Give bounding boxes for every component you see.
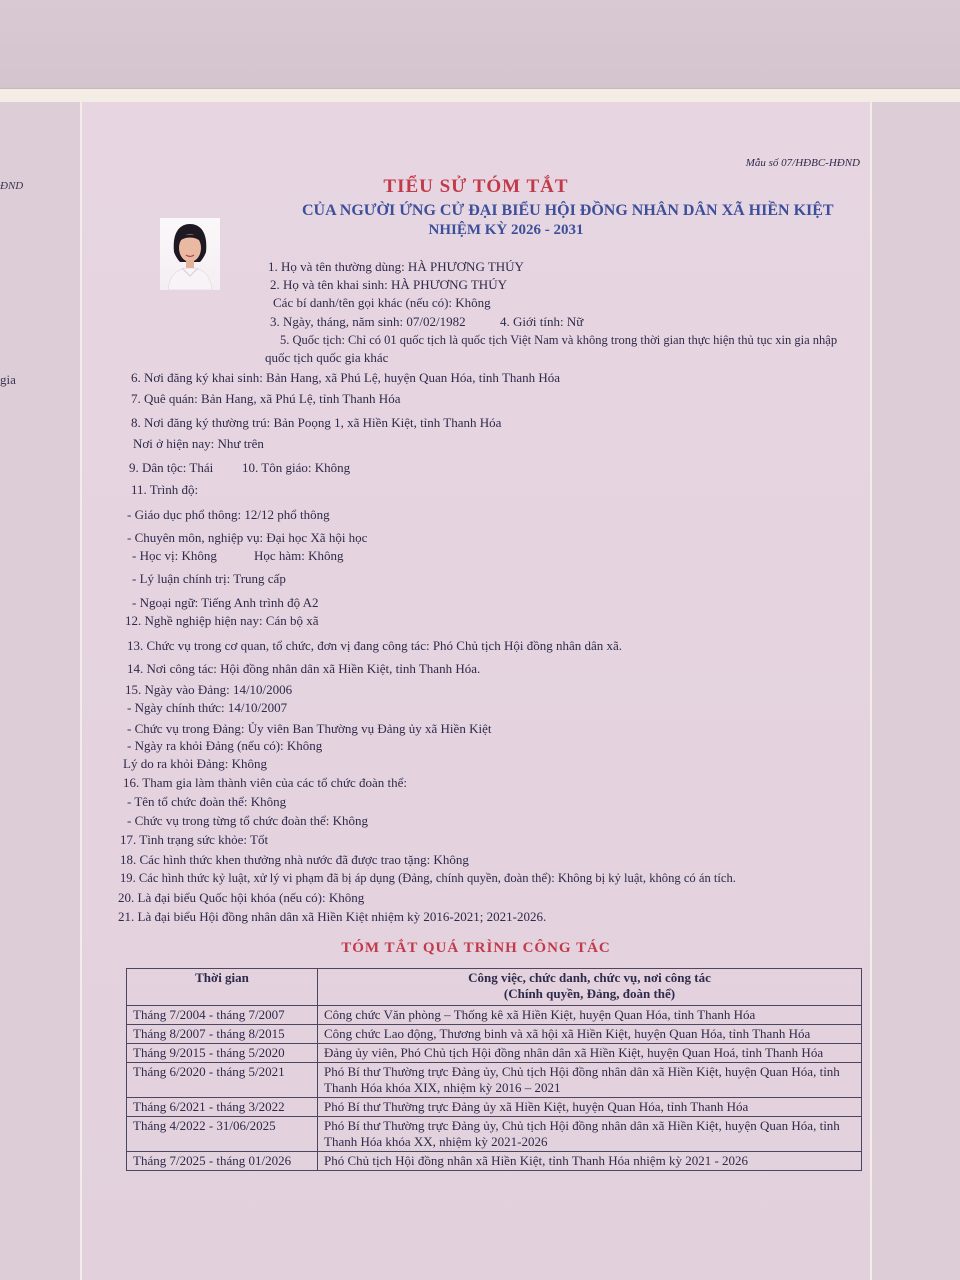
row-period: Tháng 4/2022 - 31/06/2025 (127, 1117, 318, 1152)
table-row (127, 1063, 862, 1098)
item-position: 13. Chức vụ trong cơ quan, tổ chức, đơn vị đang công tác: Phó Chủ tịch Hội đồng nhân dân xã. (127, 638, 623, 653)
header-time: Thời gian (127, 969, 318, 1006)
item-occupation: 12. Nghề nghiệp hiện nay: Cán bộ xã (125, 613, 319, 628)
row-role: Công chức Lao động, Thương binh và xã hội xã Hiền Kiệt, huyện Quan Hóa, tỉnh Thanh Hóa (318, 1025, 862, 1044)
item-current-residence: Nơi ở hiện nay: Như trên (133, 436, 264, 451)
row-period: Tháng 6/2020 - tháng 5/2021 (127, 1063, 318, 1098)
work-history-table (126, 968, 862, 1171)
adjacent-form-code: ĐND (0, 180, 24, 192)
item-aliases: Các bí danh/tên gọi khác (nếu có): Không (273, 295, 491, 310)
item-political-theory: - Lý luận chính trị: Trung cấp (132, 571, 286, 586)
item-awards: 18. Các hình thức khen thưởng nhà nước đã được trao tặng: Không (120, 852, 469, 867)
item-education-heading: 11. Trình độ: (131, 482, 199, 497)
row-period: Tháng 9/2015 - tháng 5/2020 (127, 1044, 318, 1063)
header-role-line1: Công việc, chức danh, chức vụ, nơi công tác (468, 970, 711, 985)
item-foreign-language: - Ngoại ngữ: Tiếng Anh trình độ A2 (132, 595, 319, 610)
item-health: 17. Tình trạng sức khỏe: Tốt (120, 832, 269, 847)
form-code: Mẫu số 07/HĐBC-HĐND (745, 157, 860, 169)
row-period: Tháng 7/2025 - tháng 01/2026 (127, 1152, 318, 1171)
item-organization-position: - Chức vụ trong từng tổ chức đoàn thể: Không (127, 813, 369, 828)
header-role (318, 969, 862, 1006)
item-workplace: 14. Nơi công tác: Hội đồng nhân dân xã Hiền Kiệt, tỉnh Thanh Hóa. (127, 661, 481, 676)
table-row (127, 1152, 862, 1171)
row-role: Phó Chủ tịch Hội đồng nhân xã Hiền Kiệt, tỉnh Thanh Hóa nhiệm kỳ 2021 - 2026 (318, 1152, 862, 1171)
work-history-title: TÓM TẮT QUÁ TRÌNH CÔNG TÁC (341, 940, 611, 956)
row-role: Công chức Văn phòng – Thống kê xã Hiền Kiệt, huyện Quan Hóa, tỉnh Thanh Hóa (318, 1006, 862, 1025)
item-party-position: - Chức vụ trong Đảng: Ủy viên Ban Thường vụ Đảng ủy xã Hiền Kiệt (127, 721, 492, 736)
row-role: Phó Bí thư Thường trực Đảng ủy, Chủ tịch Hội đồng nhân dân xã Hiền Kiệt, huyện Quan Hóa, tỉnh Thanh Hóa khóa XIX, nhiệm kỳ 2016 – 2021 (318, 1063, 862, 1098)
table-row (127, 1117, 862, 1152)
table-row (127, 1098, 862, 1117)
header-role-line2: (Chính quyền, Đảng, đoàn thể) (503, 986, 676, 1001)
item-ethnicity: 9. Dân tộc: Thái (129, 460, 214, 475)
item-general-education: - Giáo dục phổ thông: 12/12 phổ thông (127, 507, 330, 522)
table-row (127, 1044, 862, 1063)
item-organization-name: - Tên tổ chức đoàn thể: Không (127, 794, 287, 809)
item-permanent-residence: 8. Nơi đăng ký thường trú: Bản Poọng 1, xã Hiền Kiệt, tỉnh Thanh Hóa (131, 415, 502, 430)
portrait-photo (160, 218, 220, 290)
row-role: Đảng ủy viên, Phó Chủ tịch Hội đồng nhân dân xã Hiền Kiệt, huyện Quan Hoá, tỉnh Thanh Hóa (318, 1044, 862, 1063)
item-hometown: 7. Quê quán: Bản Hang, xã Phú Lệ, tỉnh Thanh Hóa (131, 391, 401, 406)
item-party-official-date: - Ngày chính thức: 14/10/2007 (127, 700, 288, 715)
item-religion: 10. Tôn giáo: Không (242, 460, 351, 475)
biography-sheet (82, 102, 870, 1280)
item-national-assembly: 20. Là đại biểu Quốc hội khóa (nếu có): Không (118, 890, 365, 905)
document-subtitle: CỦA NGƯỜI ỨNG CỬ ĐẠI BIỂU HỘI ĐỒNG NHÂN DÂN XÃ HIỀN KIỆT (302, 202, 834, 219)
item-party-leave-reason: Lý do ra khỏi Đảng: Không (123, 756, 268, 771)
document-title: TIỂU SỬ TÓM TẮT (383, 176, 569, 197)
item-birth-name: 2. Họ và tên khai sinh: HÀ PHƯƠNG THÚY (270, 277, 507, 292)
item-discipline: 19. Các hình thức kỷ luật, xử lý vi phạm đã bị áp dụng (Đảng, chính quyền, đoàn thể): Không bị kỷ luật, không có án tích. (120, 871, 736, 885)
wall-background (0, 0, 960, 96)
item-nationality: 5. Quốc tịch: Chỉ có 01 quốc tịch là quốc tịch Việt Nam và không trong thời gian thực hiện thủ tục xin gia nhập (280, 333, 838, 347)
row-role: Phó Bí thư Thường trực Đảng ủy, Chủ tịch Hội đồng nhân dân xã Hiền Kiệt, huyện Quan Hóa, tỉnh Thanh Hóa khóa XX, nhiệm kỳ 2021-2026 (318, 1117, 862, 1152)
item-specialization: - Chuyên môn, nghiệp vụ: Đại học Xã hội học (127, 530, 368, 545)
item-party-join-date: 15. Ngày vào Đảng: 14/10/2006 (125, 682, 293, 697)
table-row (127, 1006, 862, 1025)
adjacent-poster-right (870, 102, 960, 1280)
item-birth-registration: 6. Nơi đăng ký khai sinh: Bản Hang, xã Phú Lệ, huyện Quan Hóa, tỉnh Thanh Hóa (131, 370, 561, 385)
item-common-name: 1. Họ và tên thường dùng: HÀ PHƯƠNG THÚY (268, 259, 524, 274)
item-organizations: 16. Tham gia làm thành viên của các tổ chức đoàn thể: (123, 775, 408, 790)
row-period: Tháng 7/2004 - tháng 7/2007 (127, 1006, 318, 1025)
item-nationality-cont: quốc tịch quốc gia khác (265, 350, 389, 365)
document-term: NHIỆM KỲ 2026 - 2031 (428, 222, 584, 238)
row-period: Tháng 6/2021 - tháng 3/2022 (127, 1098, 318, 1117)
item-party-leave-date: - Ngày ra khỏi Đảng (nếu có): Không (127, 738, 323, 753)
table-header-row (127, 969, 862, 1006)
item-birth-date: 3. Ngày, tháng, năm sinh: 07/02/1982 (270, 314, 466, 329)
item-academic-degree: - Học vị: Không (132, 548, 217, 563)
item-council-member: 21. Là đại biểu Hội đồng nhân dân xã Hiền Kiệt nhiệm kỳ 2016-2021; 2021-2026. (118, 909, 547, 924)
row-role: Phó Bí thư Thường trực Đảng ủy xã Hiền Kiệt, huyện Quan Hóa, tỉnh Thanh Hóa (318, 1098, 862, 1117)
item-gender: 4. Giới tính: Nữ (500, 314, 584, 329)
adjacent-poster-left (0, 102, 82, 1280)
item-academic-title: Học hàm: Không (254, 548, 344, 563)
row-period: Tháng 8/2007 - tháng 8/2015 (127, 1025, 318, 1044)
table-row (127, 1025, 862, 1044)
adjacent-text-fragment: gia (0, 372, 16, 387)
